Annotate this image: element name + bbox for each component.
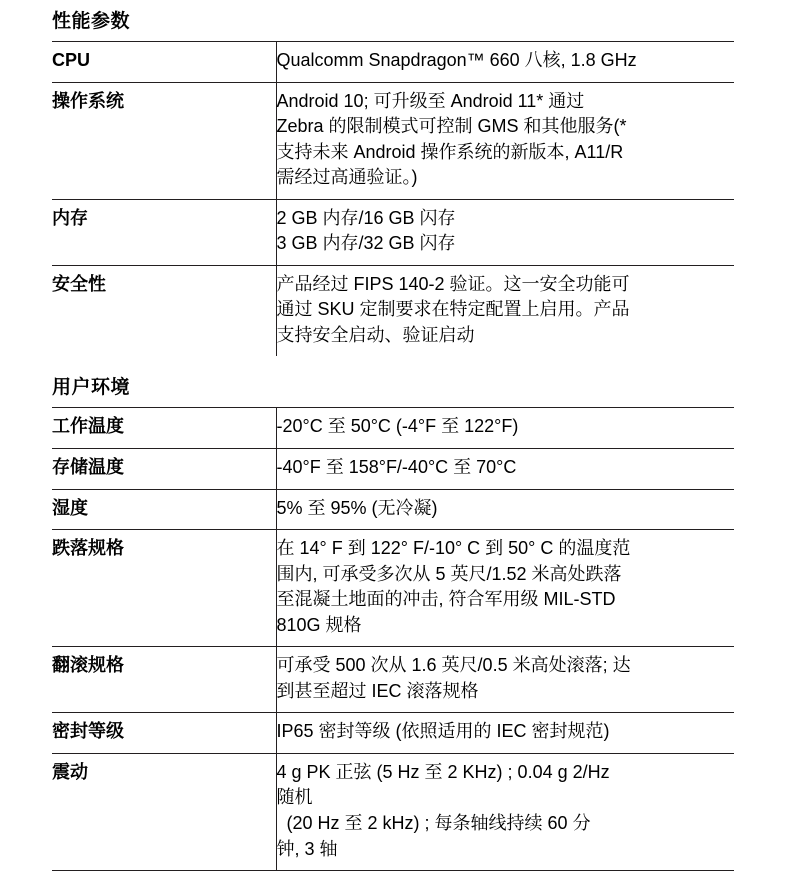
row-label: 密封等级: [52, 721, 124, 742]
row-label: 湿度: [52, 497, 88, 518]
value-line: -20°C 至 50°C (-4°F 至 122°F): [276, 416, 519, 437]
value-line: Zebra 的限制模式可控制 GMS 和其他服务(*: [276, 116, 627, 137]
table-row: [52, 449, 734, 490]
row-value: [276, 199, 734, 265]
table-row: [52, 530, 734, 647]
row-label: CPU: [52, 50, 91, 70]
section-title-environment: 用户环境: [52, 377, 131, 399]
value-line: 需经过高通验证。): [276, 167, 418, 188]
spec-table-environment: [52, 407, 734, 870]
value-line: (20 Hz 至 2 kHz) ; 每条轴线持续 60 分: [276, 813, 591, 834]
table-row: [52, 408, 734, 449]
row-label: 震动: [52, 761, 88, 782]
table-row: [52, 82, 734, 199]
value-line: Android 10; 可升级至 Android 11* 通过: [276, 90, 585, 111]
table-row: [52, 42, 734, 83]
value-line: 到甚至超过 IEC 滚落规格: [276, 680, 479, 701]
row-value: [276, 489, 734, 530]
table-row: [52, 713, 734, 754]
table-row: [52, 489, 734, 530]
spec-table-performance: [52, 41, 734, 356]
row-label: 翻滚规格: [52, 655, 124, 676]
value-line: 随机: [276, 787, 313, 808]
section-gap: [0, 356, 790, 366]
row-label: 操作系统: [52, 90, 124, 111]
section-title-performance: 性能参数: [52, 11, 131, 32]
table-row: [52, 647, 734, 713]
value-line: 810G 规格: [276, 614, 362, 635]
row-value: [276, 713, 734, 754]
row-value: [276, 408, 734, 449]
row-value: [276, 449, 734, 490]
value-line: -40°F 至 158°F/-40°C 至 70°C: [276, 457, 517, 478]
row-value: [276, 753, 734, 870]
row-label: 存储温度: [52, 457, 124, 478]
value-line: 围内, 可承受多次从 5 英尺/1.52 米高处跌落: [276, 563, 622, 584]
row-label: 跌落规格: [52, 538, 124, 559]
value-line: 支持未来 Android 操作系统的新版本, A11/R: [276, 141, 624, 162]
value-line: 通过 SKU 定制要求在特定配置上启用。产品: [276, 299, 630, 320]
value-line: 5% 至 95% (无冷凝): [276, 497, 438, 518]
row-value: [276, 647, 734, 713]
row-label: 安全性: [52, 273, 106, 294]
value-line: 可承受 500 次从 1.6 英尺/0.5 米高处滚落; 达: [276, 655, 631, 676]
row-value: [276, 42, 734, 83]
table-row: [52, 265, 734, 356]
value-line: IP65 密封等级 (依照适用的 IEC 密封规范): [276, 721, 610, 742]
row-value: [276, 82, 734, 199]
value-line: 至混凝土地面的冲击, 符合军用级 MIL-STD: [276, 589, 616, 610]
row-value: [276, 530, 734, 647]
row-label: 内存: [52, 207, 88, 228]
value-line: 钟, 3 轴: [276, 838, 338, 859]
value-line: 2 GB 内存/16 GB 闪存: [276, 207, 456, 228]
table-row: [52, 199, 734, 265]
value-line: Qualcomm Snapdragon™ 660 八核, 1.8 GHz: [276, 50, 637, 70]
value-line: 3 GB 内存/32 GB 闪存: [276, 233, 456, 254]
value-line: 4 g PK 正弦 (5 Hz 至 2 KHz) ; 0.04 g 2/Hz: [276, 761, 610, 782]
value-line: 在 14° F 到 122° F/-10° C 到 50° C 的温度范: [276, 538, 631, 559]
table-row: [52, 753, 734, 870]
value-line: 支持安全启动、验证启动: [276, 324, 475, 345]
row-value: [276, 265, 734, 356]
row-label: 工作温度: [52, 416, 124, 437]
table-bottom-rule: [52, 870, 734, 871]
value-line: 产品经过 FIPS 140-2 验证。这一安全功能可: [276, 273, 630, 294]
